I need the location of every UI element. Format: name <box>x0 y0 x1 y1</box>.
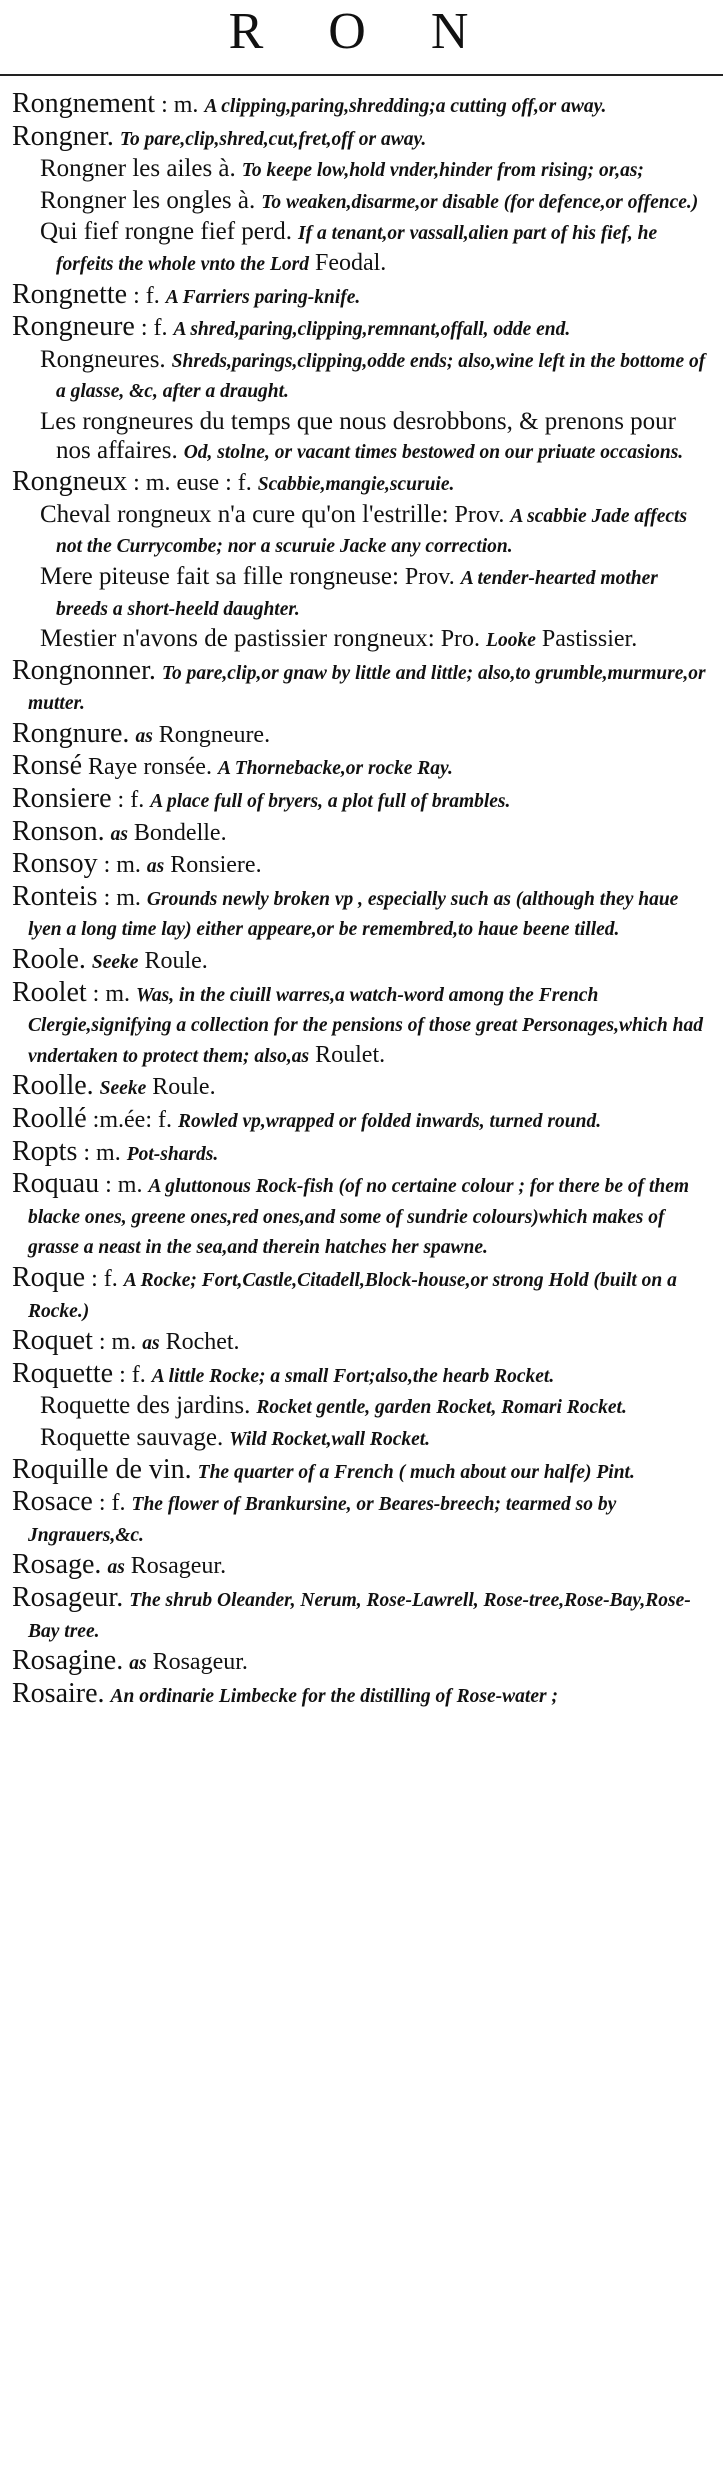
cross-reference: Feodal. <box>308 249 387 276</box>
dictionary-entry <box>12 468 713 500</box>
grammar-note: : m. <box>103 884 141 911</box>
cross-reference: Rosageur. <box>124 1553 227 1580</box>
grammar-note: Pro. <box>440 626 481 653</box>
headword: Roolle. <box>12 1070 94 1102</box>
headword: Roquette <box>12 1357 114 1389</box>
dictionary-entry <box>12 1327 713 1359</box>
grammar-note: : f. <box>91 1265 118 1292</box>
headword: Mestier n'avons de pastissier rongneux: <box>40 625 435 653</box>
definition: as <box>129 1653 147 1675</box>
headword: Rongnement <box>12 88 156 119</box>
definition: A scabbie Jade affects not the Currycombe; nor a scuruie Jacke any correction. <box>56 505 688 558</box>
cross-reference: Roule. <box>146 1074 216 1101</box>
grammar-note: : f. <box>119 1361 146 1388</box>
dictionary-entry <box>12 1105 713 1137</box>
grammar-note: :m.ée: f. <box>92 1107 172 1133</box>
grammar-note: : m. <box>105 1172 143 1199</box>
dictionary-entry <box>12 1581 713 1646</box>
definition: Looke <box>486 630 536 652</box>
dictionary-subentry <box>40 1392 713 1423</box>
definition: A Thornebacke,or rocke Ray. <box>217 758 453 780</box>
header-rule <box>0 74 723 76</box>
headword: Rongnette <box>12 278 128 310</box>
headword: Rongnonner. <box>12 654 156 686</box>
definition: Shreds,parings,clipping,odde ends; also,wine left in the bottome of a glasse, &c, after a draught. <box>56 350 706 403</box>
dictionary-subentry <box>40 155 713 186</box>
definition: Grounds newly broken vp , especially such as (although they haue lyen a long time lay) either appeare,or be remembred,to haue beene tilled. <box>28 888 679 941</box>
cross-reference: Roulet. <box>309 1041 386 1068</box>
definition: A clipping,paring,shredding;a cutting off,or away. <box>204 96 607 117</box>
dictionary-entry <box>12 717 713 752</box>
dictionary-entry <box>12 278 713 313</box>
definition: The flower of Brankursine, or Beares-breech; tearmed so by Jngrauers,&c. <box>28 1494 617 1546</box>
grammar-note: : m. <box>83 1139 121 1166</box>
grammar-note: Raye ronsée. <box>88 754 212 781</box>
headword: Rosaire. <box>12 1677 105 1709</box>
dictionary-entry <box>12 815 713 850</box>
headword: Rosage. <box>12 1549 102 1581</box>
headword: Rosagine. <box>12 1645 124 1677</box>
definition: Seeke <box>99 1078 147 1100</box>
cross-reference: Rongneure. <box>152 721 271 748</box>
headword: Ronsiere <box>12 783 112 815</box>
definition: To keepe low,hold vnder,hinder from rising; or,as; <box>241 160 644 182</box>
definition: Rowled vp,wrapped or folded inwards, turned round. <box>177 1111 602 1132</box>
headword: Qui fief rongne fief perd. <box>40 218 292 246</box>
headword: Roque <box>12 1261 86 1293</box>
headword: Ropts <box>12 1135 78 1167</box>
grammar-note: : m. euse : f. <box>133 470 252 497</box>
dictionary-entry <box>12 1551 713 1583</box>
grammar-note: : f. <box>140 315 168 342</box>
definition: Wild Rocket,wall Rocket. <box>229 1428 431 1450</box>
headword: Rongner les ailes à. <box>40 155 236 183</box>
definition: Scabbie,mangie,scuruie. <box>257 474 455 496</box>
definition: as <box>135 725 153 747</box>
headword: Ronsoy <box>12 848 98 880</box>
dictionary-subentry <box>40 501 713 562</box>
grammar-note: : m. <box>103 852 141 879</box>
dictionary-entry <box>12 880 713 945</box>
dictionary-entry <box>12 976 713 1072</box>
dictionary-entry <box>12 313 713 345</box>
headword: Ronson. <box>12 815 105 847</box>
entry-list <box>0 90 723 1712</box>
definition: as <box>110 823 128 845</box>
headword: Les rongneures du temps que nous desrobbons, & prenons pour nos affaires. <box>40 407 677 464</box>
grammar-note: : f. <box>133 282 160 309</box>
dictionary-entry <box>12 752 713 784</box>
headword: Roquette sauvage. <box>40 1423 224 1451</box>
headword: Roquet <box>12 1325 93 1357</box>
grammar-note: : f. <box>98 1490 126 1517</box>
dictionary-subentry <box>40 625 713 656</box>
cross-reference: Roule. <box>138 948 208 975</box>
grammar-note: Prov. <box>454 501 505 528</box>
definition: A shred,paring,clipping,remnant,offall, odde end. <box>173 319 571 341</box>
page-header: R O N <box>228 3 495 60</box>
headword: Roole. <box>12 944 86 976</box>
definition: A tender-hearted mother breeds a short-heeld daughter. <box>56 567 658 620</box>
dictionary-entry <box>12 1261 713 1326</box>
definition: The shrub Oleander, Nerum, Rose-Lawrell, Rose-tree,Rose-Bay,Rose-Bay tree. <box>28 1589 691 1642</box>
cross-reference: Rochet. <box>159 1329 240 1356</box>
cross-reference: Pastissier. <box>535 626 638 653</box>
headword: Rongneux <box>12 466 128 498</box>
definition: If a tenant,or vassall,alien part of his fief, he forfeits the whole vnto the Lord <box>56 223 658 275</box>
dictionary-entry <box>12 1170 713 1263</box>
dictionary-subentry <box>40 187 713 218</box>
dictionary-subentry <box>40 408 713 467</box>
headword: Rongner. <box>12 120 114 152</box>
definition: Seeke <box>91 952 139 974</box>
headword: Roquau <box>12 1168 100 1200</box>
dictionary-subentry <box>40 1424 713 1455</box>
headword: Ronsé <box>12 750 82 782</box>
definition: Pot-shards. <box>126 1143 219 1165</box>
grammar-note: : f. <box>117 787 145 814</box>
definition: The quarter of a French ( much about our halfe) Pint. <box>197 1461 635 1483</box>
dictionary-entry <box>12 654 713 719</box>
dictionary-entry <box>12 850 713 882</box>
grammar-note: Prov. <box>404 563 455 590</box>
dictionary-entry <box>12 785 713 817</box>
definition: A gluttonous Rock-fish (of no certaine colour ; for there be of them blacke ones, greene ones,red ones,and some of sundrie colours)which makes of grasse a neast in the sea,and therein hatches her spawne. <box>28 1176 690 1259</box>
definition: Was, in the ciuill warres,a watch-word among the French Clergie,signifying a collection for the pensions of those great Personages,which had vndertaken to protect them; also,as <box>28 984 703 1067</box>
headword: Rongneure <box>12 311 135 343</box>
grammar-note: : m. <box>92 980 131 1007</box>
dictionary-entry <box>12 1647 713 1679</box>
cross-reference: Bondelle. <box>127 819 227 846</box>
dictionary-entry <box>12 90 713 122</box>
definition: To pare,clip,shred,cut,fret,off or away. <box>119 128 427 150</box>
headword: Mere piteuse fait sa fille rongneuse: <box>40 562 399 590</box>
definition: A Farriers paring-knife. <box>165 286 361 308</box>
cross-reference: Ronsiere. <box>164 852 262 879</box>
definition: as <box>146 856 165 878</box>
definition: Od, stolne, or vacant times bestowed on our priuate occasions. <box>183 441 684 463</box>
dictionary-subentry <box>40 218 713 279</box>
headword: Roolet <box>12 976 87 1008</box>
headword: Rongner les ongles à. <box>40 186 256 214</box>
dictionary-entry <box>12 1072 713 1104</box>
dictionary-subentry <box>40 346 713 407</box>
headword: Roquette des jardins. <box>40 1392 251 1420</box>
dictionary-entry <box>12 946 713 978</box>
dictionary-entry <box>12 1677 713 1712</box>
definition: as <box>142 1333 160 1355</box>
grammar-note: : m. <box>161 92 199 118</box>
dictionary-entry <box>12 1488 713 1550</box>
definition: An ordinarie Limbecke for the distilling of Rose-water ; <box>110 1685 558 1707</box>
definition: A Rocke; Fort,Castle,Citadell,Block-house,or strong Hold (built on a Rocke.) <box>28 1269 677 1322</box>
headword: Rongnure. <box>12 717 130 749</box>
dictionary-subentry <box>40 563 713 624</box>
headword: Rongneures. <box>40 345 166 373</box>
dictionary-entry <box>12 1135 713 1170</box>
definition: A place full of bryers, a plot full of brambles. <box>150 791 511 813</box>
headword: Rosace <box>12 1486 93 1518</box>
cross-reference: Rosageur. <box>146 1649 248 1676</box>
headword: Roquille de vin. <box>12 1453 192 1485</box>
headword: Cheval rongneux n'a cure qu'on l'estrille: <box>40 500 449 528</box>
dictionary-entry <box>12 1453 713 1488</box>
definition: Rocket gentle, garden Rocket, Romari Rocket. <box>256 1397 627 1419</box>
definition: To weaken,disarme,or disable (for defence,or offence.) <box>261 191 699 213</box>
definition: as <box>107 1557 125 1579</box>
grammar-note: : m. <box>98 1329 137 1356</box>
headword: Ronteis <box>12 880 98 912</box>
dictionary-entry <box>12 1357 713 1392</box>
dictionary-entry <box>12 120 713 155</box>
definition: A little Rocke; a small Fort;also,the hearb Rocket. <box>151 1365 555 1387</box>
headword: Roollé <box>12 1103 87 1134</box>
headword: Rosageur. <box>12 1581 124 1613</box>
definition: To pare,clip,or gnaw by little and little; also,to grumble,murmure,or mutter. <box>28 662 706 715</box>
